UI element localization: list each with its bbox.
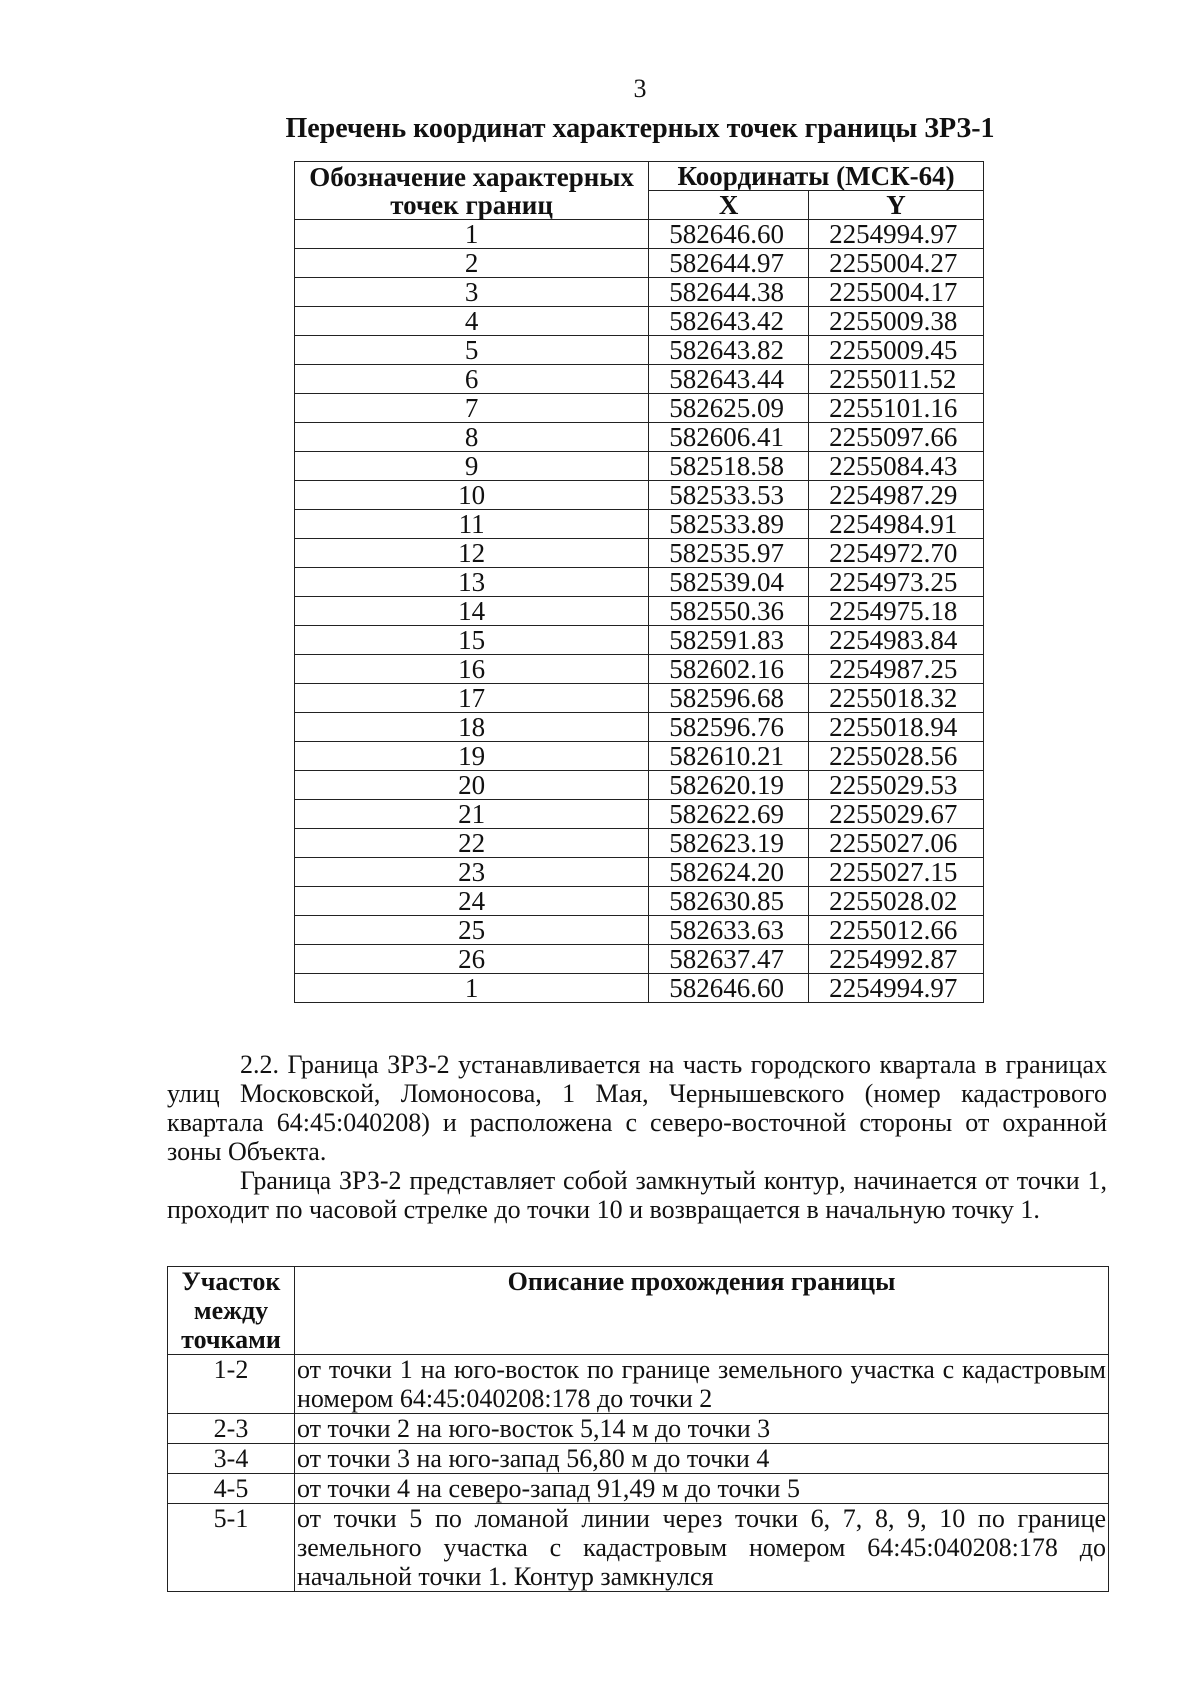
coord-y: 2255018.32 [809, 684, 984, 713]
coordinate-row [295, 539, 984, 568]
coord-y: 2254992.87 [809, 945, 984, 974]
coord-y: 2254973.25 [809, 568, 984, 597]
coord-x: 582624.20 [649, 858, 809, 887]
page-number: 3 [633, 74, 647, 103]
header-x: X [649, 191, 809, 220]
coord-y: 2255029.67 [809, 800, 984, 829]
coord-y: 2254984.91 [809, 510, 984, 539]
coordinate-row [295, 626, 984, 655]
coordinate-row [295, 974, 984, 1003]
segment-label: 1-2 [168, 1355, 295, 1414]
segment-label: 3-4 [168, 1444, 295, 1474]
coordinate-row [295, 568, 984, 597]
header-coordinates: Координаты (МСК-64) [649, 162, 984, 191]
point-designation: 6 [295, 365, 649, 394]
coord-y: 2255012.66 [809, 916, 984, 945]
coord-y: 2255004.17 [809, 278, 984, 307]
coordinate-row [295, 858, 984, 887]
coordinate-row [295, 742, 984, 771]
coord-y: 2255084.43 [809, 452, 984, 481]
point-designation: 12 [295, 539, 649, 568]
coord-y: 2255009.38 [809, 307, 984, 336]
coord-x: 582644.38 [649, 278, 809, 307]
segment-description: от точки 2 на юго-восток 5,14 м до точки 3 [295, 1414, 1109, 1444]
point-designation: 3 [295, 278, 649, 307]
coordinate-row [295, 394, 984, 423]
coordinates-table-title: Перечень координат характерных точек границы ЗРЗ-1 [285, 113, 995, 144]
coordinates-table-body [295, 220, 984, 1003]
coord-x: 582625.09 [649, 394, 809, 423]
header-segment: Участок между точками [168, 1267, 295, 1355]
coord-x: 582646.60 [649, 220, 809, 249]
point-designation: 16 [295, 655, 649, 684]
coord-y: 2254994.97 [809, 974, 984, 1003]
coordinate-row [295, 829, 984, 858]
point-designation: 4 [295, 307, 649, 336]
coord-y: 2254972.70 [809, 539, 984, 568]
coord-x: 582535.97 [649, 539, 809, 568]
segment-description: от точки 1 на юго-восток по границе земельного участка с кадастровым номером 64:45:040208:178 до точки 2 [295, 1355, 1109, 1414]
header-point-designation: Обозначение характерных точек границ [295, 162, 649, 220]
point-designation: 14 [295, 597, 649, 626]
coordinate-row [295, 655, 984, 684]
coord-x: 582637.47 [649, 945, 809, 974]
point-designation: 17 [295, 684, 649, 713]
coordinate-row [295, 365, 984, 394]
point-designation: 22 [295, 829, 649, 858]
coord-x: 582606.41 [649, 423, 809, 452]
coord-x: 582644.97 [649, 249, 809, 278]
segment-description: от точки 3 на юго-запад 56,80 м до точки 4 [295, 1444, 1109, 1474]
coord-x: 582539.04 [649, 568, 809, 597]
coord-y: 2255028.56 [809, 742, 984, 771]
coord-y: 2255101.16 [809, 394, 984, 423]
point-designation: 9 [295, 452, 649, 481]
coord-x: 582596.76 [649, 713, 809, 742]
coord-y: 2255027.15 [809, 858, 984, 887]
coordinate-row [295, 307, 984, 336]
coord-x: 582643.42 [649, 307, 809, 336]
coord-y: 2255027.06 [809, 829, 984, 858]
header-description: Описание прохождения границы [295, 1267, 1109, 1355]
coord-y: 2255018.94 [809, 713, 984, 742]
coordinate-row [295, 800, 984, 829]
coord-y: 2254987.25 [809, 655, 984, 684]
segment-row [168, 1444, 1109, 1474]
coord-y: 2254987.29 [809, 481, 984, 510]
coordinate-row [295, 771, 984, 800]
coord-x: 582633.63 [649, 916, 809, 945]
point-designation: 26 [295, 945, 649, 974]
point-designation: 10 [295, 481, 649, 510]
point-designation: 1 [295, 974, 649, 1003]
coord-x: 582518.58 [649, 452, 809, 481]
segment-label: 2-3 [168, 1414, 295, 1444]
point-designation: 25 [295, 916, 649, 945]
segment-row [168, 1414, 1109, 1444]
coord-y: 2255028.02 [809, 887, 984, 916]
coordinate-row [295, 945, 984, 974]
coordinate-row [295, 510, 984, 539]
boundary-description-table [167, 1266, 1109, 1592]
point-designation: 23 [295, 858, 649, 887]
point-designation: 24 [295, 887, 649, 916]
coord-x: 582646.60 [649, 974, 809, 1003]
coordinate-row [295, 423, 984, 452]
point-designation: 7 [295, 394, 649, 423]
coordinate-row [295, 452, 984, 481]
coordinate-row [295, 713, 984, 742]
coord-x: 582591.83 [649, 626, 809, 655]
coordinate-row [295, 684, 984, 713]
coord-y: 2255009.45 [809, 336, 984, 365]
point-designation: 21 [295, 800, 649, 829]
coordinate-row [295, 887, 984, 916]
paragraph-boundary-zrz2: 2.2. Граница ЗРЗ-2 устанавливается на часть городского квартала в границах улиц Московской, Ломоносова, 1 Мая, Чернышевского (номер кадастрового квартала 64:45:040208) и расположена с северо-восточной стороны от охранной зоны Объекта. [167, 1050, 1107, 1166]
coord-y: 2255029.53 [809, 771, 984, 800]
coordinate-row [295, 336, 984, 365]
coord-x: 582623.19 [649, 829, 809, 858]
coord-x: 582643.82 [649, 336, 809, 365]
coord-x: 582620.19 [649, 771, 809, 800]
point-designation: 11 [295, 510, 649, 539]
segment-description: от точки 4 на северо-запад 91,49 м до точки 5 [295, 1474, 1109, 1504]
segment-row [168, 1355, 1109, 1414]
coord-x: 582602.16 [649, 655, 809, 684]
point-designation: 1 [295, 220, 649, 249]
coordinates-table [294, 161, 984, 1003]
point-designation: 5 [295, 336, 649, 365]
boundary-description-body [168, 1355, 1109, 1592]
coord-x: 582533.53 [649, 481, 809, 510]
point-designation: 15 [295, 626, 649, 655]
coord-y: 2254975.18 [809, 597, 984, 626]
point-designation: 18 [295, 713, 649, 742]
segment-description: от точки 5 по ломаной линии через точки 6, 7, 8, 9, 10 по границе земельного участка с кадастровым номером 64:45:040208:178 до начальной точки 1. Контур замкнулся [295, 1504, 1109, 1592]
segment-row [168, 1474, 1109, 1504]
point-designation: 20 [295, 771, 649, 800]
coord-x: 582630.85 [649, 887, 809, 916]
coord-x: 582596.68 [649, 684, 809, 713]
coordinate-row [295, 597, 984, 626]
coordinate-row [295, 481, 984, 510]
coord-x: 582550.36 [649, 597, 809, 626]
coordinate-row [295, 916, 984, 945]
header-y: Y [809, 191, 984, 220]
coord-y: 2255004.27 [809, 249, 984, 278]
point-designation: 2 [295, 249, 649, 278]
coord-x: 582533.89 [649, 510, 809, 539]
segment-row [168, 1504, 1109, 1592]
segment-label: 4-5 [168, 1474, 295, 1504]
coord-x: 582610.21 [649, 742, 809, 771]
coordinate-row [295, 249, 984, 278]
paragraph-contour-zrz2: Граница ЗРЗ-2 представляет собой замкнутый контур, начинается от точки 1, проходит по часовой стрелке до точки 10 и возвращается в начальную точку 1. [167, 1166, 1107, 1224]
point-designation: 8 [295, 423, 649, 452]
point-designation: 13 [295, 568, 649, 597]
coord-y: 2255097.66 [809, 423, 984, 452]
coord-y: 2255011.52 [809, 365, 984, 394]
point-designation: 19 [295, 742, 649, 771]
section-2-2-text [167, 1050, 1107, 1224]
coord-y: 2254983.84 [809, 626, 984, 655]
coord-x: 582643.44 [649, 365, 809, 394]
segment-label: 5-1 [168, 1504, 295, 1592]
coordinate-row [295, 278, 984, 307]
coord-x: 582622.69 [649, 800, 809, 829]
coord-y: 2254994.97 [809, 220, 984, 249]
coordinate-row [295, 220, 984, 249]
